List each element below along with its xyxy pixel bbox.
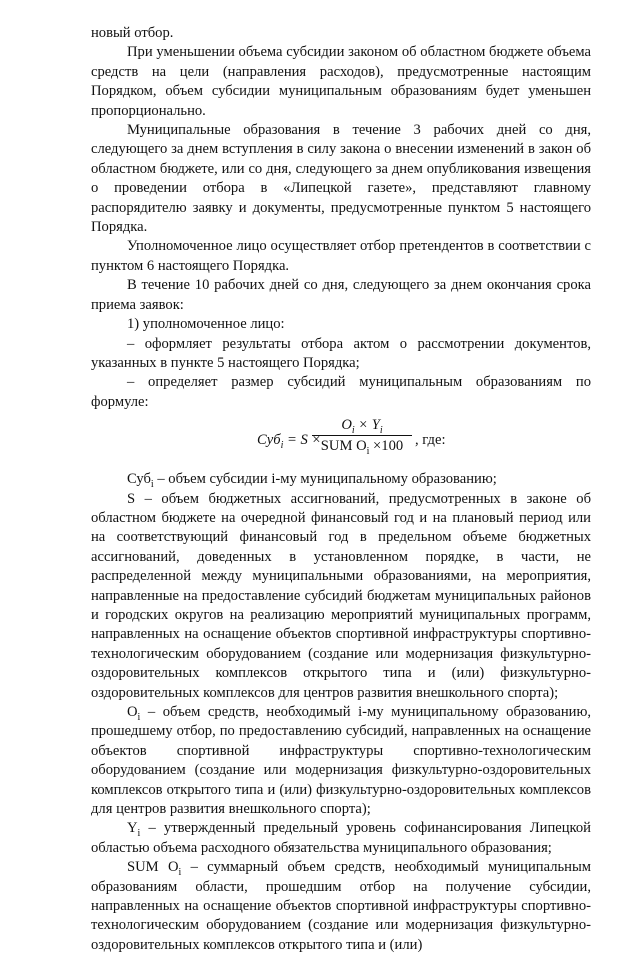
formula-fraction (312, 416, 412, 458)
formula-numerator: $O_i \times Y_i$ (341, 417, 383, 437)
list-item: – оформляет результаты отбора актом о рассмотрении документов, указанных в пункте 5 настоящего Порядка; (91, 335, 591, 371)
paragraph: Муниципальные образования в течение 3 рабочих дней со дня, следующего за днем вступления в силу закона о внесении изменений в закон об областном бюджете, или со дня, следующего за днем опубликования извещения о проведении отбора в «Липецкой газете», представляют главному распорядителю заявку и документы, предусмотренные пунктом 5 настоящего Порядка. (91, 122, 591, 236)
list-item: – определяет размер субсидий муниципальным образованиям по формуле: (91, 374, 591, 410)
definition-item: SUM $O_i$ – суммарный объем средств, необходимый муниципальным образованиям области, прошедшим отбор на получение субсидии, направленных на оснащение объектов спортивной инфраструктуры спортивно-технологическим оборудованием (создание или модернизация физкультурно-оздоровительных комплексов открытого типа и (или) (91, 859, 591, 953)
formula-lhs: Суб$_i$ = S × (257, 432, 322, 452)
paragraph: При уменьшении объема субсидии законом об областном бюджете объема средств на цели (направления расходов), предусмотренные настоящим Порядком, объем субсидии муниципальным образованиям будет уменьшен пропорционально. (91, 44, 591, 119)
paragraph: Уполномоченное лицо осуществляет отбор претендентов в соответствии с пунктом 6 настоящего Порядка. (91, 238, 591, 274)
paragraph: новый отбор. (91, 25, 174, 41)
list-item: 1) уполномоченное лицо: (127, 316, 285, 333)
definition-item: $O_i$ – объем средств, необходимый i-му муниципальному образованию, прошедшему отбор, по предоставлению субсидий, направленных на оснащение объектов спортивной инфраструктуры спортивно-технологическим оборудованием (создание или модернизация физкультурно-оздоровительных комплексов открытого типа и (или) физкультурно-оздоровительных комплексов для центров развития внешкольного спорта); (91, 704, 591, 818)
subsidy-formula (91, 412, 591, 470)
definition-item: Суб$_i$ – объем субсидии i-му муниципальному образованию; (127, 471, 497, 491)
definition-item: S – объем бюджетных ассигнований, предусмотренных в законе об областном бюджете на очередной финансовый год и на плановый период или на соответствующий финансовый год в предельном объеме бюджетных ассигнований, доведенных в установленном порядке, в части, не распределенной между муниципальными образованиями, на мероприятия, направленные на предоставление субсидий бюджетам муниципальных районов и городских округов на реализацию мероприятий муниципальных программ, направленных на оснащение объектов спортивной инфраструктуры спортивно-технологическим оборудованием (создание или модернизация физкультурно-оздоровительных комплексов открытого типа и (или) физкультурно-оздоровительных комплексов для центров развития внешкольного спорта); (91, 490, 591, 701)
definition-item: $Y_i$ – утвержденный предельный уровень софинансирования Липецкой областью объема расходного обязательства муниципального образования; (91, 820, 591, 856)
fraction-bar (312, 435, 412, 436)
formula-tail: , где: (415, 432, 446, 449)
formula-denominator: SUM $O_i \times 100$ (320, 438, 404, 458)
paragraph: В течение 10 рабочих дней со дня, следующего за днем окончания срока приема заявок: (91, 277, 591, 313)
document-page (91, 24, 591, 955)
